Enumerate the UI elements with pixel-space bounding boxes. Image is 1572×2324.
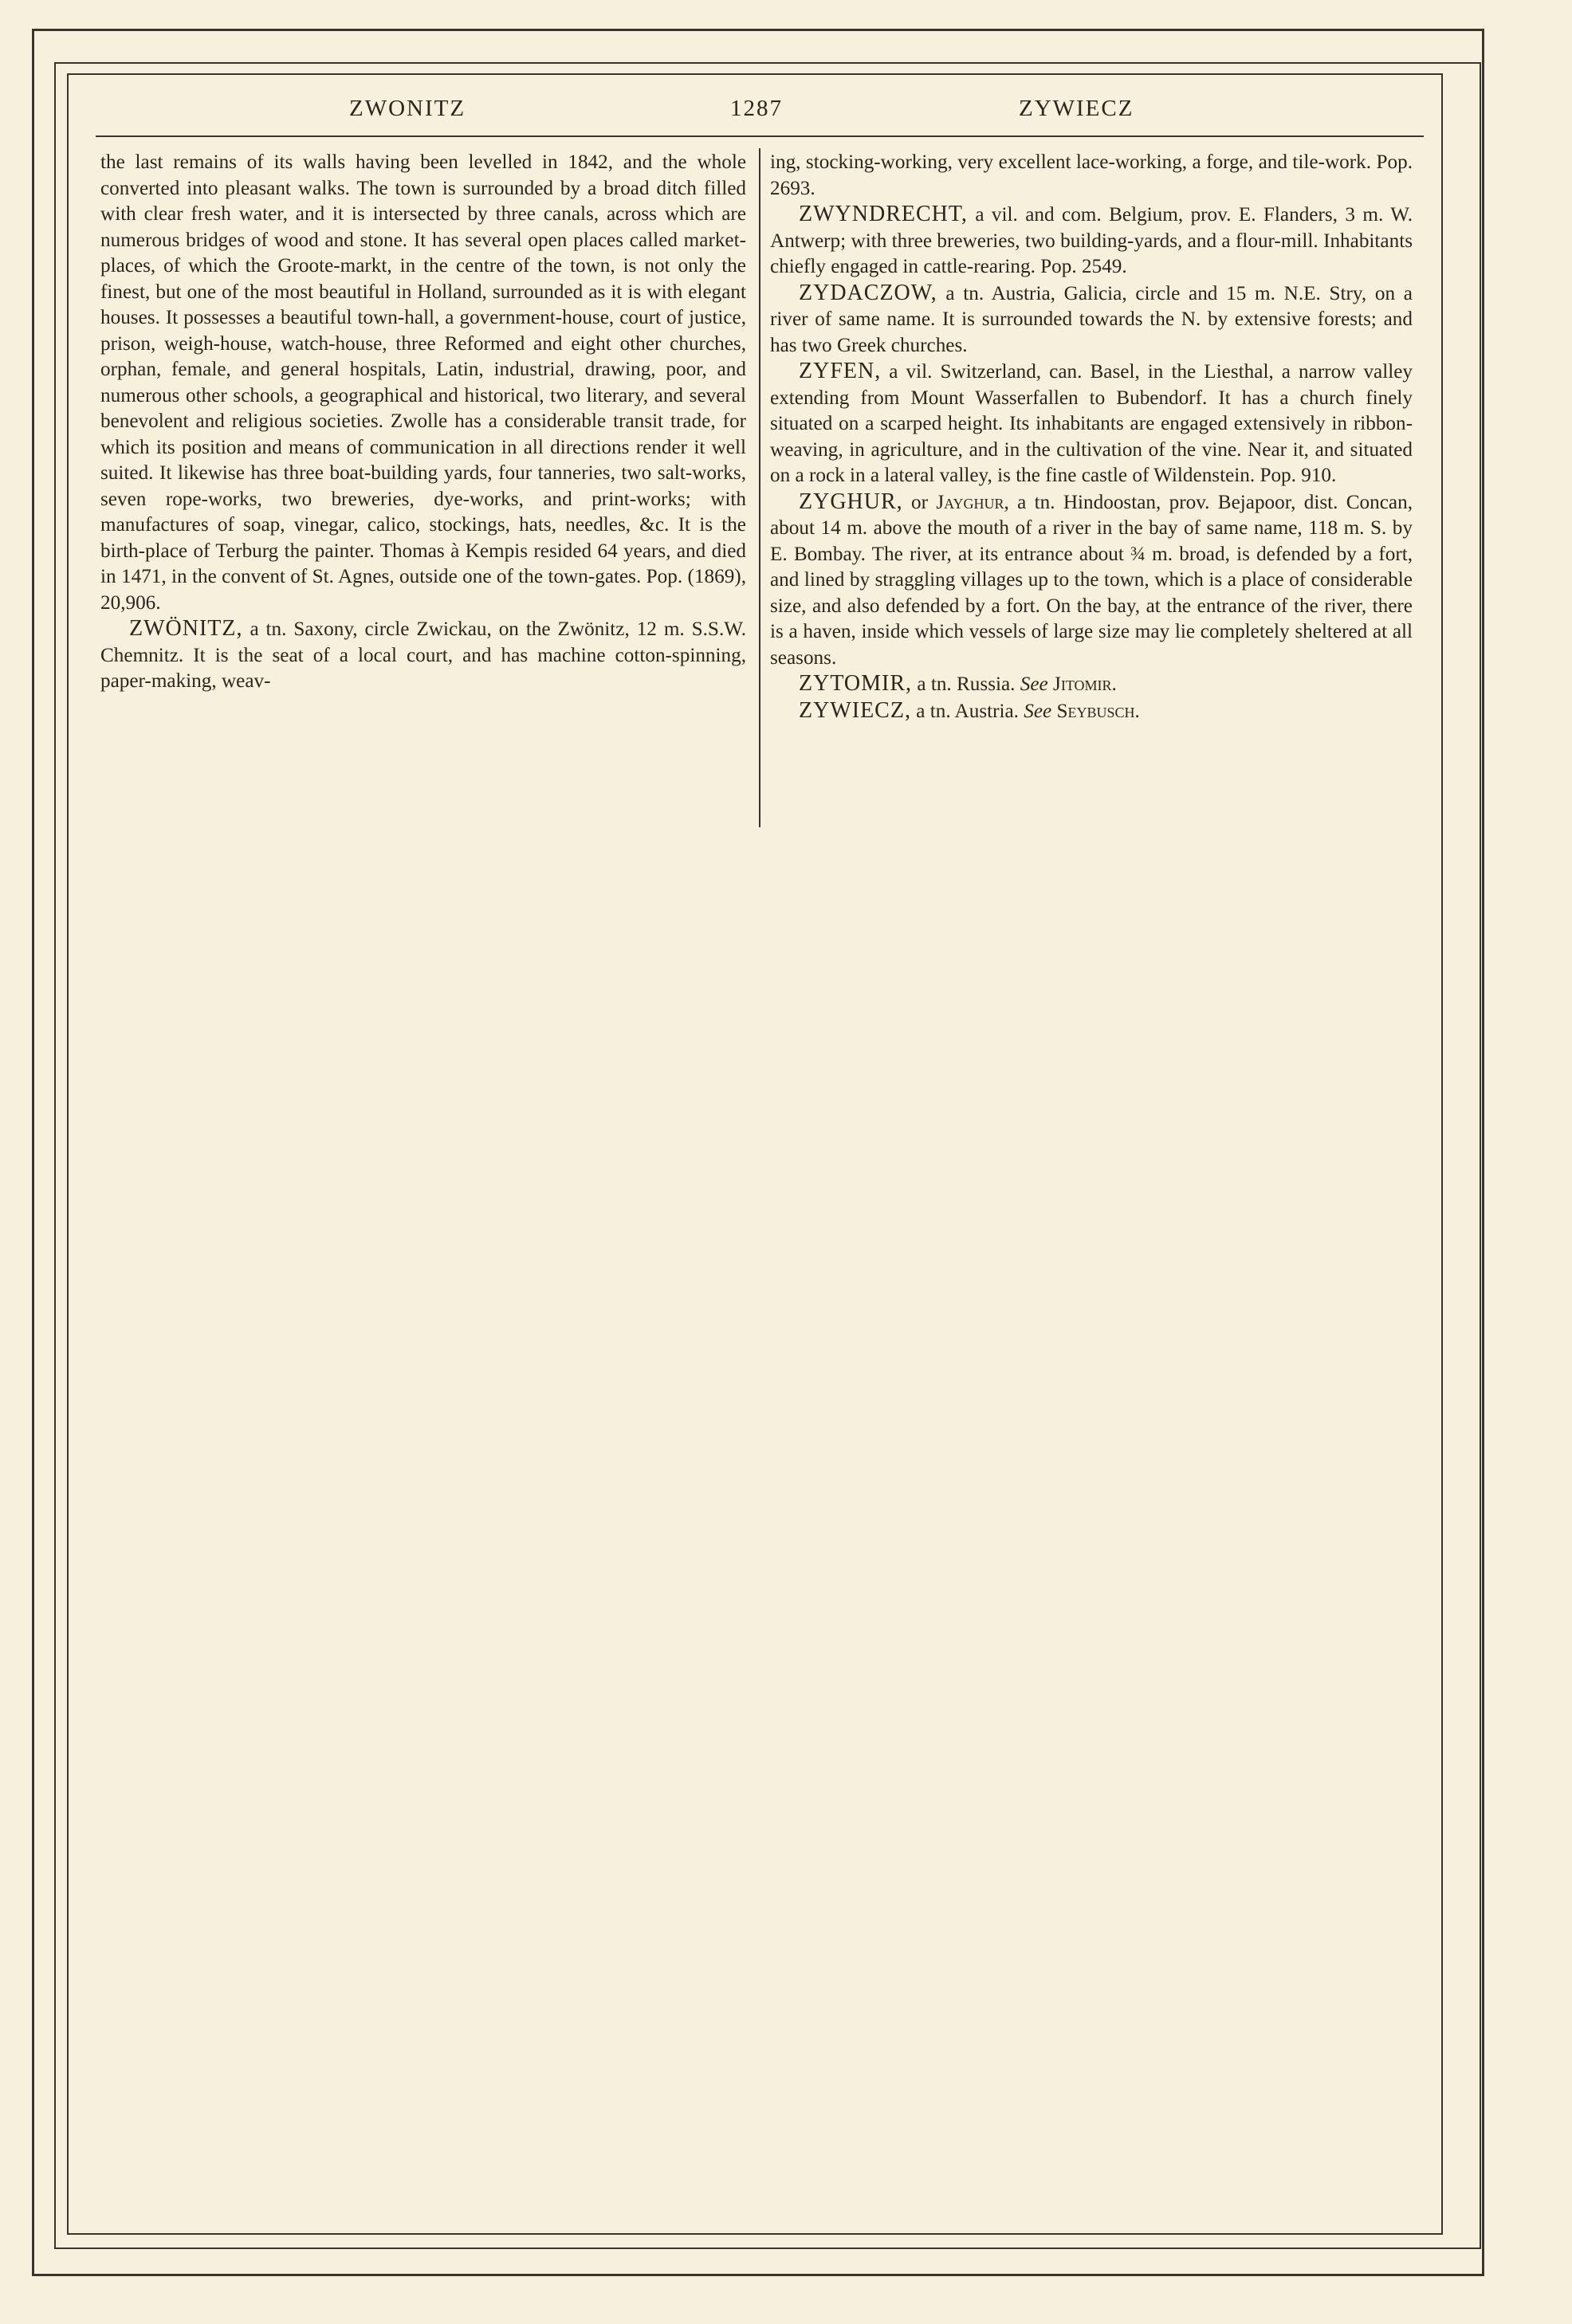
entry-zyfen xyxy=(770,359,1413,489)
entry-headword: ZYFEN, xyxy=(799,359,882,383)
entry-headword: ZWYNDRECHT, xyxy=(799,202,968,226)
entry-text: a tn. Russia. xyxy=(912,673,1020,695)
entry-headword: ZYGHUR, xyxy=(799,489,903,514)
column-divider xyxy=(759,148,760,827)
cross-reference-link: Jitomir. xyxy=(1053,673,1117,695)
entry-zwyndrecht xyxy=(770,202,1413,281)
entry-text: a tn. Austria, Galicia, circle and 15 m. N.E. Stry, on a river of same name. It is surrounded towards the N. by extensive forests; and has two Greek churches. xyxy=(770,282,1413,356)
see-reference-label: See xyxy=(1020,673,1048,695)
entry-zwonitz xyxy=(100,616,746,695)
entry-zytomir xyxy=(770,671,1413,698)
header-rule xyxy=(96,135,1424,137)
left-column xyxy=(100,150,746,695)
header-first-entry: ZWONITZ xyxy=(349,96,466,121)
entry-headword: ZYDACZOW, xyxy=(799,280,937,305)
entry-headword: ZWÖNITZ, xyxy=(129,616,243,641)
running-header xyxy=(96,92,1424,131)
entry-text: , a tn. Hindoostan, prov. Bejapoor, dist. Concan, about 14 m. above the mouth of a river in the bay of same name, 118 m. S. by E. Bombay. The river, at its entrance about ¾ m. broad, is defended by a fort, and lined by straggling villages up to the town, which is a place of considerable size, and also defended by a fort. On the bay, at the entrance of the river, there is a haven, inside which vessels of large size may lie completely sheltered at all seasons. xyxy=(770,491,1413,669)
entry-alternate-name: Jayghur xyxy=(936,491,1004,513)
header-last-entry: ZYWIECZ xyxy=(1019,96,1134,121)
continued-entry-text: ing, stocking-working, very excellent lace-working, a forge, and tile-work. Pop. 2693. xyxy=(770,151,1413,199)
entry-text: a vil. and com. Belgium, prov. E. Flanders, 3 m. W. Antwerp; with three breweries, two building-yards, and a flour-mill. Inhabitants chiefly engaged in cattle-rearing. Pop. 2549. xyxy=(770,204,1413,277)
entry-connector: or xyxy=(902,491,937,513)
entry-zyghur xyxy=(770,489,1413,672)
entry-zydaczow xyxy=(770,281,1413,359)
entry-text: a tn. Austria. xyxy=(910,700,1024,722)
entry-headword: ZYWIECZ, xyxy=(799,697,911,723)
entry-zywiecz xyxy=(770,698,1413,725)
page-number: 1287 xyxy=(730,96,783,121)
entry-text: a tn. Saxony, circle Zwickau, on the Zwönitz, 12 m. S.S.W. Chemnitz. It is the seat of a local court, and has machine cotton-spinning, paper-making, weav- xyxy=(100,618,746,692)
cross-reference-link: Seybusch. xyxy=(1056,700,1140,722)
continued-entry-text: the last remains of its walls having been levelled in 1842, and the whole converted into pleasant walks. The town is surrounded by a broad ditch filled with clear fresh water, and it is intersected by three canals, across which are numerous bridges of wood and stone. It has several open places called market-places, of which the Groote-markt, in the centre of the town, is not only the finest, but one of the most beautiful in Holland, surrounded as it is with elegant houses. It possesses a beautiful town-hall, a government-house, court of justice, prison, weigh-house, watch-house, three Reformed and eight other churches, orphan, female, and general hospitals, Latin, industrial, drawing, poor, and numerous other schools, a geographical and historical, two literary, and several benevolent and religious societies. Zwolle has a considerable transit trade, for which its position and means of communication in all directions render it well suited. It likewise has three boat-building yards, four tanneries, two salt-works, seven rope-works, two breweries, dye-works, and print-works; with manufactures of soap, vinegar, calico, stockings, hats, needles, &c. It is the birth-place of Terburg the painter. Thomas à Kempis resided 64 years, and died in 1471, in the convent of St. Agnes, outside one of the town-gates. Pop. (1869), 20,906. xyxy=(100,151,746,614)
right-column xyxy=(770,150,1413,724)
entry-text: a vil. Switzerland, can. Basel, in the Liesthal, a narrow valley extending from Mount Wasserfallen to Bubendorf. It has a church finely situated on a scarped height. Its inhabitants are engaged extensively in ribbon-weaving, in agriculture, and in the cultivation of the vine. Near it, and situated on a rock in a lateral valley, is the fine castle of Wildenstein. Pop. 910. xyxy=(770,361,1413,486)
see-reference-label: See xyxy=(1024,700,1052,722)
entry-headword: ZYTOMIR, xyxy=(799,671,913,696)
